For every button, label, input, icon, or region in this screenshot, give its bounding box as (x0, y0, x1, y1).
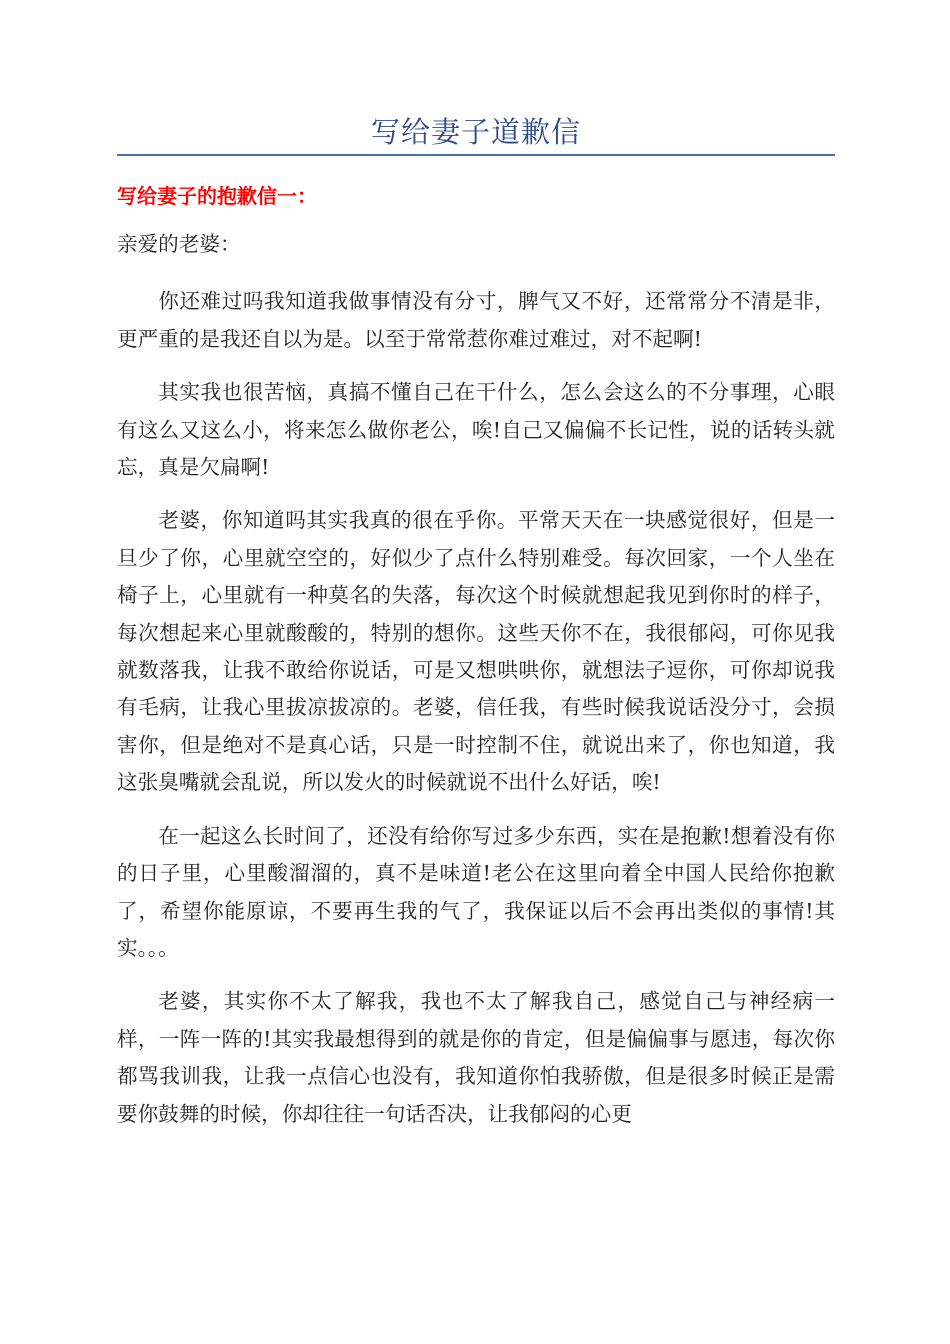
document-title: 写给妻子道歉信 (370, 115, 581, 149)
paragraph: 老婆，其实你不太了解我，我也不太了解我自己，感觉自己与神经病一样，一阵一阵的!其实我最想得到的就是你的肯定，但是偏偏事与愿违，每次你都骂我训我，让我一点信心也没有，我知道你怕我骄傲，但是很多时候正是需要你鼓舞的时候，你却往往一句话否决，让我郁闷的心更 (117, 989, 835, 1126)
paragraph: 老婆，你知道吗其实我真的很在乎你。平常天天在一块感觉很好，但是一旦少了你，心里就空空的，好似少了点什么特别难受。每次回家，一个人坐在椅子上，心里就有一种莫名的失落，每次这个时候就想起我见到你时的样子，每次想起来心里就酸酸的，特别的想你。这些天你不在，我很郁闷，可你见我就数落我，让我不敢给你说话，可是又想哄哄你，就想法子逗你，可你却说我有毛病，让我心里拔凉拔凉的。老婆，信任我，有些时候我说话没分寸，会损害你，但是绝对不是真心话，只是一时控制不住，就说出来了，你也知道，我这张臭嘴就会乱说，所以发火的时候就说不出什么好话，唉! (117, 508, 835, 795)
paragraph: 在一起这么长时间了，还没有给你写过多少东西，实在是抱歉!想着没有你的日子里，心里酸溜溜的，真不是味道!老公在这里向着全中国人民给你抱歉了，希望你能原谅，不要再生我的气了，我保证以后不会再出类似的事情!其实。。。 (117, 823, 835, 960)
letter-salutation: 亲爱的老婆： (117, 232, 241, 256)
paragraph: 其实我也很苦恼，真搞不懂自己在干什么，怎么会这么的不分事理，心眼有这么又这么小，将来怎么做你老公，唉!自己又偏偏不长记性，说的话转头就忘，真是欠扁啊! (117, 380, 835, 480)
paragraph: 你还难过吗我知道我做事情没有分寸，脾气又不好，还常常分不清是非，更严重的是我还自以为是。以至于常常惹你难过难过，对不起啊! (117, 289, 835, 351)
letter-body (117, 226, 835, 1149)
section-heading: 写给妻子的抱歉信一： (117, 184, 317, 208)
title-underline (117, 154, 835, 156)
